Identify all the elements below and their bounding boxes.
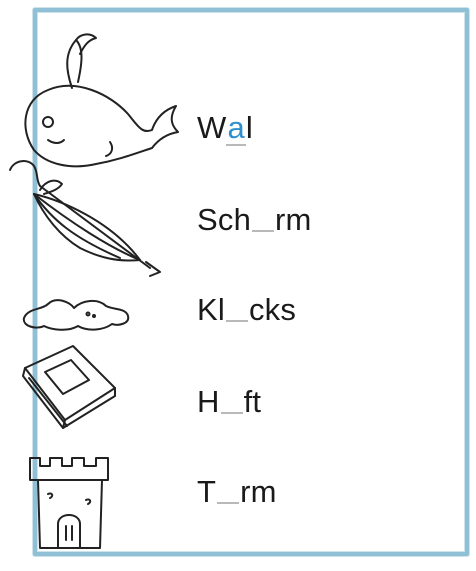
word-suffix: cks [248, 292, 297, 327]
word-prefix: H [197, 384, 220, 419]
ink-blot-drawing [18, 290, 138, 340]
letter-blank[interactable] [252, 202, 274, 232]
word-prefix: Sch [197, 202, 252, 237]
word-suffix: ft [243, 384, 262, 419]
word-suffix: rm [240, 474, 277, 509]
letter-blank[interactable] [217, 474, 239, 504]
filled-letter: a [227, 110, 245, 145]
umbrella-drawing [0, 150, 175, 280]
notebook-drawing [15, 340, 125, 435]
word-row-3 [197, 284, 296, 328]
letter-blank[interactable] [226, 292, 248, 322]
word-suffix: rm [275, 202, 312, 237]
word-prefix: Kl [197, 292, 225, 327]
word-suffix: l [245, 110, 254, 145]
word-prefix: T [197, 474, 217, 509]
word-row-4 [197, 376, 261, 420]
letter-blank[interactable] [221, 384, 243, 414]
word-row-2 [197, 194, 312, 238]
word-prefix: W [197, 110, 227, 145]
tower-drawing [24, 448, 114, 558]
word-row-1 [197, 102, 253, 146]
word-row-5 [197, 466, 277, 510]
